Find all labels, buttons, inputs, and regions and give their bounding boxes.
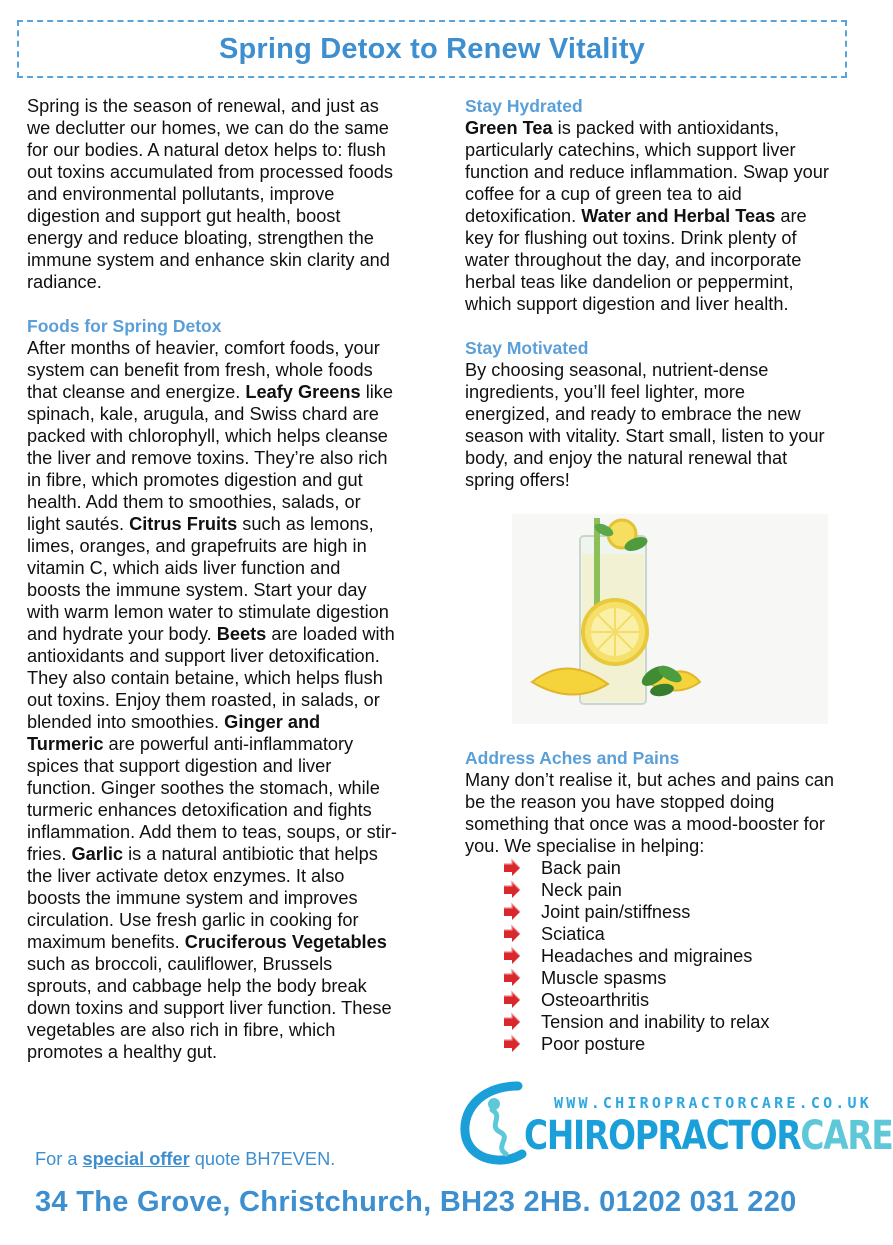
citrus-fruits-term: Citrus Fruits <box>129 514 238 534</box>
pain-item-label: Joint pain/stiffness <box>541 902 691 922</box>
special-offer-line: For a special offer quote BH7EVEN. <box>35 1149 336 1169</box>
motivated-heading: Stay Motivated <box>465 338 589 358</box>
pain-item-label: Neck pain <box>541 880 622 900</box>
red-arrow-bullet-icon <box>503 1014 521 1030</box>
aches-heading: Address Aches and Pains <box>465 748 680 768</box>
left-column <box>27 95 397 1063</box>
red-arrow-bullet-icon <box>503 882 521 898</box>
foods-paragraph: After months of heavier, comfort foods, your system can benefit from fresh, whole foods that cleanse and energize. Leafy Greens like spinach, kale, arugula, and Swiss chard are packed with chlorophyll, which helps cleanse the liver and remove toxins. They’re also rich in fibre, which promotes digestion and gut health. Add them to smoothies, salads, or light sautés. Citrus Fruits such as lemons, limes, oranges, and grapefruits are high in vitamin C, which aids liver function and boosts the immune system. Start your day with warm lemon water to stimulate digestion and hydrate your body. Beets are loaded with antioxidants and support liver detoxification. They also contain betaine, which helps flush out toxins. Enjoy them roasted, in salads, or blended into smoothies. Ginger and Turmeric are powerful anti-inflammatory spices that support digestion and liver function. Ginger soothes the stomach, while turmeric enhances detoxification and fights inflammation. Add them to teas, soups, or stir-fries. Garlic is a natural antibiotic that helps the liver activate detox enzymes. It also boosts the immune system and improves circulation. Use fresh garlic in cooking for maximum benefits. Cruciferous Vegetables such as broccoli, cauliflower, Brussels sprouts, and cabbage help the body break down toxins and support liver function. These vegetables are also rich in fibre, which promotes a healthy gut. <box>27 338 397 1062</box>
pain-list-item <box>503 945 835 967</box>
intro-paragraph: Spring is the season of renewal, and just as we declutter our homes, we can do the same for our bodies. A natural detox helps to: flush out toxins accumulated from processed foods and environmental pollutants, improve digestion and support gut health, boost energy and reduce bloating, strengthen the immune system and enhance skin clarity and radiance. <box>27 96 393 292</box>
herbal-teas-term: Water and Herbal Teas <box>581 206 776 226</box>
special-offer-link[interactable]: special offer <box>82 1149 190 1169</box>
pain-item-label: Sciatica <box>541 924 605 944</box>
pain-list-item <box>503 923 835 945</box>
logo-url: WWW.CHIROPRACTORCARE.CO.UK <box>554 1094 872 1112</box>
pain-list-item <box>503 989 835 1011</box>
pain-item-label: Osteoarthritis <box>541 990 650 1010</box>
pain-item-label: Tension and inability to relax <box>541 1012 770 1032</box>
pain-list-item <box>503 857 835 879</box>
aches-paragraph: Many don’t realise it, but aches and pains can be the reason you have stopped doing something that once was a mood-booster for you. We specialise in helping: <box>465 770 835 856</box>
title-banner <box>17 20 847 78</box>
motivated-paragraph: By choosing seasonal, nutrient-dense ingredients, you’ll feel lighter, more energized, and ready to embrace the new season with vitality. Start small, listen to your body, and enjoy the natural renewal that spring offers! <box>465 360 825 490</box>
pain-list-item <box>503 1033 835 1055</box>
pain-item-label: Back pain <box>541 858 621 878</box>
pain-item-label: Headaches and migraines <box>541 946 753 966</box>
hydrated-heading: Stay Hydrated <box>465 96 583 116</box>
ginger-turmeric-term: Ginger and Turmeric <box>27 712 321 754</box>
lemon-drink-photo <box>512 514 828 724</box>
beets-term: Beets <box>216 624 267 644</box>
red-arrow-bullet-icon <box>503 970 521 986</box>
chiropractorcare-logo <box>458 1080 893 1168</box>
pain-list <box>503 857 835 1055</box>
hydrated-paragraph: Green Tea is packed with antioxidants, particularly catechins, which support liver function and reduce inflammation. Swap your coffee for a cup of green tea to aid detoxification. Water and Herbal Teas are key for flushing out toxins. Drink plenty of water throughout the day, and incorporate herbal teas like dandelion or peppermint, which support digestion and liver health. <box>465 118 829 314</box>
red-arrow-bullet-icon <box>503 948 521 964</box>
pain-list-item <box>503 879 835 901</box>
green-tea-term: Green Tea <box>465 118 553 138</box>
red-arrow-bullet-icon <box>503 992 521 1008</box>
foods-heading: Foods for Spring Detox <box>27 316 222 336</box>
aches-section <box>465 747 835 1055</box>
pain-list-item <box>503 1011 835 1033</box>
red-arrow-bullet-icon <box>503 1036 521 1052</box>
pain-item-label: Muscle spasms <box>541 968 667 988</box>
page-title: Spring Detox to Renew Vitality <box>218 32 646 65</box>
garlic-term: Garlic <box>71 844 124 864</box>
leafy-greens-term: Leafy Greens <box>245 382 361 402</box>
pain-list-item <box>503 901 835 923</box>
logo-wordmark: CHIROPRACTORCARE <box>524 1113 893 1159</box>
red-arrow-bullet-icon <box>503 926 521 942</box>
pain-list-item <box>503 967 835 989</box>
red-arrow-bullet-icon <box>503 904 521 920</box>
cruciferous-term: Cruciferous Vegetables <box>184 932 387 952</box>
pain-item-label: Poor posture <box>541 1034 646 1054</box>
right-column <box>465 95 835 491</box>
address-footer: 34 The Grove, Christchurch, BH23 2HB. 01202 031 220 <box>35 1186 797 1218</box>
red-arrow-bullet-icon <box>503 860 521 876</box>
